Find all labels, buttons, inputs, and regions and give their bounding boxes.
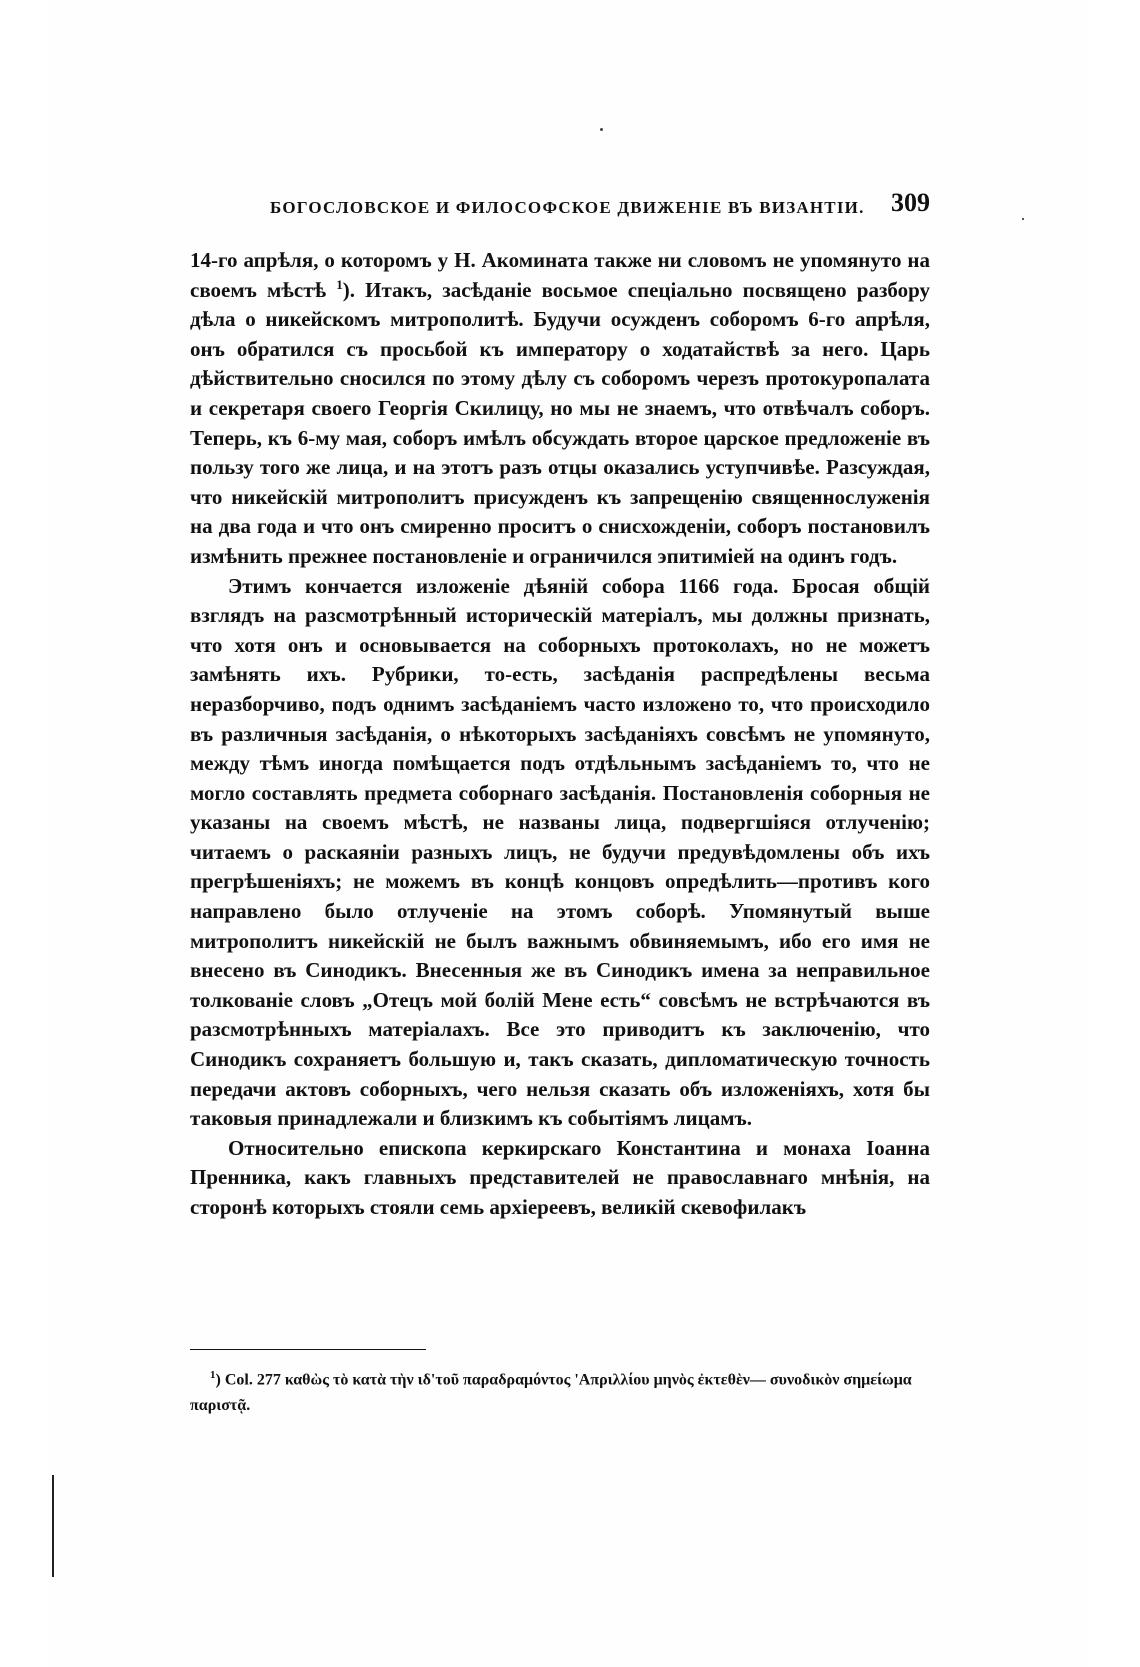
page-number: 309 [891,188,930,217]
running-title: БОГОСЛОВСКОЕ И ФИЛОСОФСКОЕ ДВИЖЕНІЕ ВЪ ВИЗАНТІИ. [270,198,865,217]
footnote-mark: 1 [210,1369,216,1381]
speck-mark [1022,218,1024,220]
footnote-text: ) Col. 277 καθὼς τὸ κατὰ τὴν ιδ'τοῦ παραδραμόντος 'Απριλλίου μηνὸς ἐκτεθὲν— συνοδικὸν σημείωμα παριστᾷ. [190,1371,912,1415]
scan-edge-mark [52,1475,54,1577]
speck-mark [600,128,603,131]
paragraph: Относительно епископа керкирскаго Константина и монаха Іоанна Пренника, какъ главныхъ представителей не православнаго мнѣнія, на сторонѣ которыхъ стояли семь архіереевъ, великій скевофилакъ [190,1135,930,1219]
footnote [190,1362,930,1419]
footnote-divider [190,1349,426,1350]
running-header [190,188,930,228]
body-text [190,246,930,1223]
paragraph-text: 14-го апрѣля, о которомъ у Н. Акомината также ни словомъ не упомянуто на своемъ мѣстѣ [190,248,930,302]
paragraph: Этимъ кончается изложеніе дѣяній собора 1166 года. Бросая общій взглядъ на разсмотрѣнный историческій матеріалъ, мы должны признать, что хотя онъ и основывается на соборныхъ протоколахъ, но не можетъ замѣнять ихъ. Рубрики, то-есть, засѣданія распредѣлены весьма неразборчиво, подъ однимъ засѣданіемъ часто изложено то, что происходило въ различныя засѣданія, о нѣкоторыхъ засѣданіяхъ совсѣмъ не упомянуто, между тѣмъ иногда помѣщается подъ отдѣльнымъ засѣданіемъ то, что не могло составлять предмета соборнаго засѣданія. Постановленія соборныя не указаны на своемъ мѣстѣ, не названы лица, подвергшіяся отлученію; читаемъ о раскаяніи разныхъ лицъ, не будучи предувѣдомлены объ ихъ прегрѣшеніяхъ; не можемъ въ концѣ концовъ опредѣлить—противъ кого направлено было отлученіе на этомъ соборѣ. Упомянутый выше митрополитъ никейскій не былъ важнымъ обвиняемымъ, ибо его имя не внесено въ Синодикъ. Внесенныя же въ Синодикъ имена за неправильное толкованіе словъ „Отецъ мой болій Мене есть“ совсѣмъ не встрѣчаются въ разсмотрѣнныхъ матеріалахъ. Все это приводитъ къ заключенію, что Синодикъ сохраняетъ большую и, такъ сказать, дипломатическую точность передачи актовъ соборныхъ, чего нельзя сказать объ изложеніяхъ, хотя бы таковыя принадлежали и близкимъ къ событіямъ лицамъ. [190,573,930,1131]
paragraph-text: ). Итакъ, засѣданіе восьмое спеціально посвящено разбору дѣла о никейскомъ митрополитѣ. Будучи осужденъ соборомъ 6-го апрѣля, онъ обратился съ просьбой къ императору о ходатайствѣ за него. Царь дѣйствительно сносился по этому дѣлу съ соборомъ черезъ протокуропалата и секретаря своего Георгія Скилицу, но мы не знаемъ, что отвѣчалъ соборъ. Теперь, къ 6-му мая, соборъ имѣлъ обсуждать второе царское предложеніе въ пользу того же лица, и на этотъ разъ отцы оказались уступчивѣе. Разсуждая, что никейскій митрополитъ присужденъ къ запрещенію священнослуженія на два года и что онъ смиренно проситъ о снисхожденіи, соборъ постановилъ измѣнить прежнее постановленіе и ограничился эпитиміей на одинъ годъ. [190,277,931,568]
footnote-reference[interactable]: 1 [336,276,343,292]
paragraph [190,246,930,572]
